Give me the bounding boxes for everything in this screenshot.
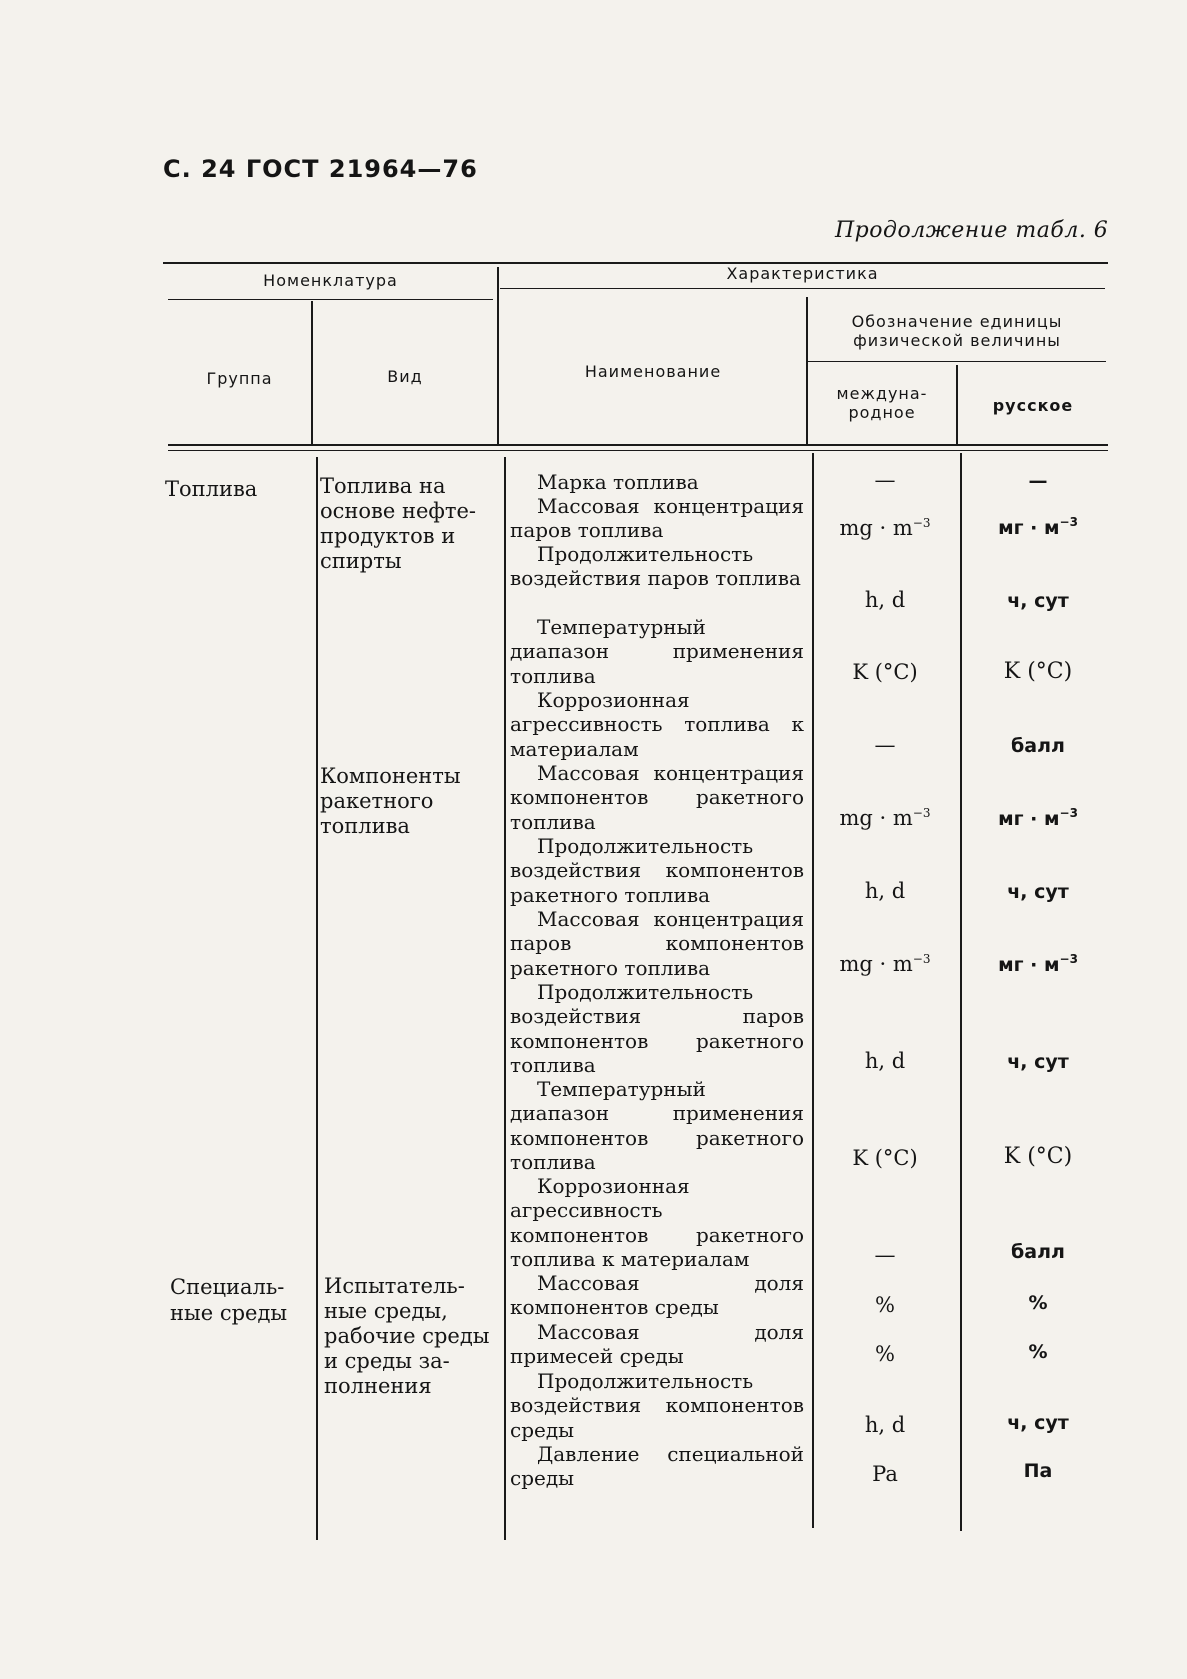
group-fuels xyxy=(165,476,257,502)
rus-unit xyxy=(962,808,1114,830)
row-name: Давление специальной среды xyxy=(510,1442,804,1491)
type-line: полнения xyxy=(324,1374,432,1398)
unit-base: мг · м xyxy=(998,517,1060,539)
row-name: Продолжительность воздействия паров компонентов ракетного топлива xyxy=(510,980,804,1077)
rus-unit: K (°C) xyxy=(1003,659,1073,684)
row-name: Температурный диапазон применения топлива xyxy=(510,615,804,688)
header-intl-line2: родное xyxy=(848,403,916,422)
type-line: Компоненты xyxy=(320,764,461,788)
type-line: основе нефте- xyxy=(320,499,476,523)
body-divider-rus xyxy=(960,453,962,1531)
nomenclature-rule xyxy=(168,299,493,300)
unit-exponent: −3 xyxy=(912,806,931,820)
header-divider-nomenclature xyxy=(497,267,499,444)
type-rocket-propellant xyxy=(320,764,461,839)
type-line: топлива xyxy=(320,814,410,838)
row-name: Продолжительность воздействия компонентов среды xyxy=(510,1369,804,1442)
intl-unit: h, d xyxy=(864,588,906,612)
header-unit-line2: физической величины xyxy=(853,331,1061,350)
row-name: Продолжительность воздействия паров топлива xyxy=(510,542,801,591)
type-line: ные среды, xyxy=(324,1299,448,1323)
rus-unit: балл xyxy=(1011,1241,1065,1263)
header-intl-line1: междуна- xyxy=(836,384,928,403)
unit-exponent: −3 xyxy=(912,516,931,530)
row-name: Массовая концентрация паров топлива xyxy=(510,494,804,543)
intl-unit: — xyxy=(874,468,896,492)
rus-unit: ч, сут xyxy=(1007,1412,1069,1434)
row-name: Массовая доля примесей среды xyxy=(510,1320,804,1369)
unit-exponent: −3 xyxy=(1059,515,1078,529)
unit-exponent: −3 xyxy=(912,952,931,966)
rus-unit: Па xyxy=(1023,1460,1053,1482)
type-line: спирты xyxy=(320,549,402,573)
intl-unit: h, d xyxy=(864,1049,906,1073)
table-continuation-label: Продолжение табл. 6 xyxy=(835,218,1109,243)
row-name: Коррозионная агрессивность компонентов ракетного топлива к материалам xyxy=(510,1174,804,1271)
row-name: Марка топлива xyxy=(537,470,699,494)
intl-unit: % xyxy=(875,1342,895,1366)
intl-unit: h, d xyxy=(864,879,906,903)
header-characteristic: Характеристика xyxy=(726,264,879,283)
intl-unit: — xyxy=(874,1243,896,1267)
rus-unit: % xyxy=(1028,1292,1048,1314)
intl-unit: h, d xyxy=(864,1413,906,1437)
type-line: и среды за- xyxy=(324,1349,450,1373)
intl-unit: K (°C) xyxy=(852,1146,918,1170)
row-name: Коррозионная агрессивность топлива к материалам xyxy=(510,688,804,761)
group-label: Специаль- xyxy=(170,1275,285,1299)
intl-unit: K (°C) xyxy=(852,660,918,684)
unit-base: мг · м xyxy=(998,808,1060,830)
header-intl xyxy=(808,384,956,422)
rus-unit: — xyxy=(1028,470,1048,492)
intl-unit xyxy=(810,516,960,540)
group-label: ные среды xyxy=(170,1301,288,1325)
type-line: ракетного xyxy=(320,789,434,813)
header-unit-line1: Обозначение единицы xyxy=(851,312,1063,331)
unit-base: mg · m xyxy=(839,952,913,976)
body-divider-type xyxy=(316,457,318,1540)
type-line: Испытатель- xyxy=(324,1274,465,1298)
body-divider-name xyxy=(504,457,506,1540)
unit-exponent: −3 xyxy=(1059,806,1078,820)
rus-unit xyxy=(962,517,1114,539)
type-petroleum-fuels xyxy=(320,474,476,574)
type-line: Топлива на xyxy=(320,474,446,498)
unit-exponent: −3 xyxy=(1059,952,1078,966)
page-reference: С. 24 ГОСТ 21964—76 xyxy=(163,155,478,183)
header-name: Наименование xyxy=(584,362,722,381)
intl-unit: Pa xyxy=(872,1462,898,1486)
unit-base: мг · м xyxy=(998,954,1060,976)
header-bottom-rule-1 xyxy=(168,444,1108,446)
type-line: продуктов и xyxy=(320,524,456,548)
row-name: Продолжительность воздействия компонентов ракетного топлива xyxy=(510,834,804,907)
header-unit xyxy=(808,312,1106,350)
unit-base: mg · m xyxy=(839,806,913,830)
row-name: Массовая концентрация паров компонентов ракетного топлива xyxy=(510,907,804,980)
type-line: рабочие среды xyxy=(324,1324,490,1348)
rus-unit: ч, сут xyxy=(1007,590,1069,612)
rus-unit: ч, сут xyxy=(1007,881,1069,903)
type-test-media xyxy=(324,1274,490,1399)
row-name: Температурный диапазон применения компонентов ракетного топлива xyxy=(510,1077,804,1174)
rus-unit: ч, сут xyxy=(1007,1051,1069,1073)
header-group: Группа xyxy=(206,369,273,388)
rus-unit xyxy=(962,954,1114,976)
header-bottom-rule-2 xyxy=(168,450,1108,451)
rus-unit: балл xyxy=(1011,735,1065,757)
intl-unit: — xyxy=(874,733,896,757)
intl-unit: % xyxy=(875,1293,895,1317)
rus-unit: % xyxy=(1028,1341,1048,1363)
characteristic-rule xyxy=(500,288,1105,289)
intl-unit xyxy=(810,806,960,830)
unit-rule xyxy=(806,361,1106,362)
row-name: Массовая доля компонентов среды xyxy=(510,1271,804,1320)
rus-unit: K (°C) xyxy=(1003,1144,1073,1169)
intl-unit xyxy=(810,952,960,976)
group-label: Топлива xyxy=(165,477,258,501)
unit-base: mg · m xyxy=(839,516,913,540)
header-rus: русское xyxy=(992,396,1074,415)
header-type: Вид xyxy=(387,367,423,386)
header-nomenclature: Номенклатура xyxy=(263,271,398,290)
row-name: Массовая концентрация компонентов ракетного топлива xyxy=(510,761,804,834)
group-special-media xyxy=(170,1274,287,1326)
body-divider-intl xyxy=(812,453,814,1528)
